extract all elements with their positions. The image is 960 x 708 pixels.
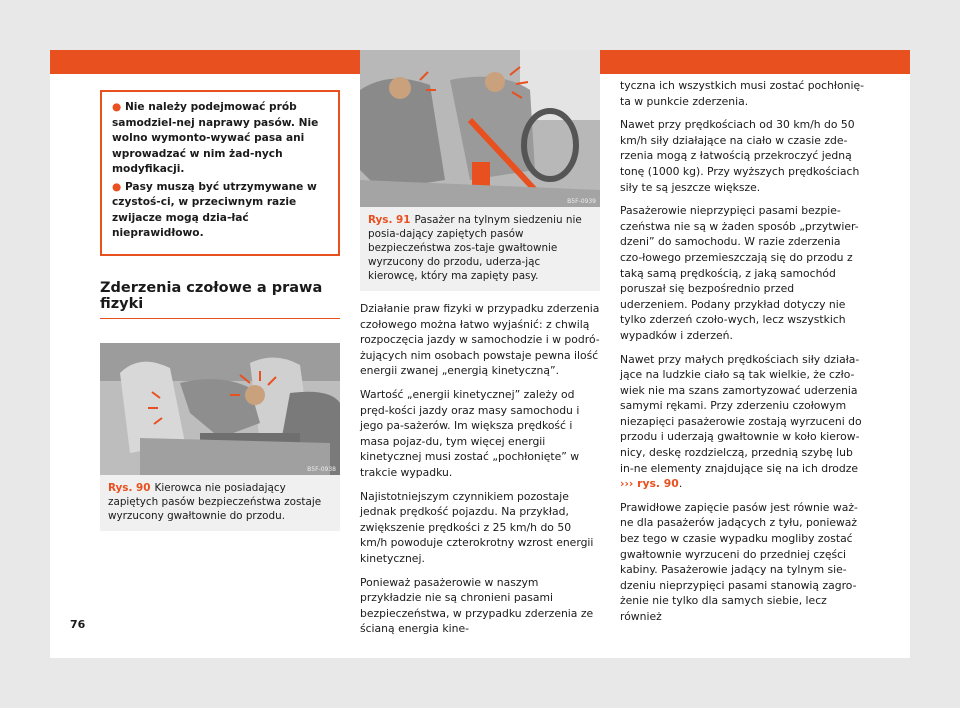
manual-page (50, 50, 910, 658)
figure-90-image (100, 343, 340, 475)
warning-box (100, 90, 340, 256)
figure-label: Rys. 90 (108, 481, 151, 494)
paragraph: tyczna ich wszystkich musi zostać pochłonię-ta w punkcie zderzenia. (620, 79, 864, 108)
section-title: Zderzenia czołowe a prawa fizyki (100, 280, 340, 319)
bullet-icon: ● (112, 180, 125, 193)
figure-label: Rys. 91 (368, 214, 411, 226)
figure-code: B5F-0938 (307, 465, 336, 473)
bullet-icon: ● (112, 101, 125, 113)
caption-text: Kierowca nie posiadający zapiętych pasów bezpieczeństwa zostaje wyrzucony gwałtownie do przodu. (108, 481, 322, 522)
warning-item: ● Nie należy podejmować prób samodziel-nej naprawy pasów. Nie wolno wymonto-wywać pasa ani wprowadzać w nim żad-nych modyfikacji. (112, 101, 319, 175)
column-2 (360, 90, 600, 645)
figure-91-caption (360, 207, 600, 291)
paragraph: Wartość „energii kinetycznej” zależy od pręd-kości jazdy oraz masy samochodu i jego pa-sażerów. Im większa prędkość i masa pojaz-du, tym więcej energii kinetycznej musi zostać „pochłonięte” w trakcie wypadku. (360, 387, 580, 479)
passenger-crash-illustration (360, 50, 600, 207)
paragraph: Nawet przy prędkościach od 30 km/h do 50 km/h siły działające na ciało w czasie zde-rzenia mogą z łatwością przekroczyć jedną tonę (1000 kg). Przy wyższych prędkościach siły te są jeszcze większe. (620, 118, 860, 194)
figure-code: B5F-0939 (567, 198, 596, 205)
figure-90-caption (100, 475, 340, 531)
paragraph: Pasażerowie nieprzypięci pasami bezpie-czeństwa nie są w żaden sposób „przytwier-dzeni” do samochodu. W razie zderzenia czo-łowego przemieszczają się do przodu z taką samą prędkością, z jaką samochód poruszał się bezpośrednio przed uderzeniem. Podany przykład dotyczy nie tylko zderzeń czoło-wych, lecz wszystkich wypadków i zderzeń. (620, 204, 859, 342)
column-3 (620, 78, 865, 633)
paragraph: Prawidłowe zapięcie pasów jest równie waż-ne dla pasażerów jadących z tyłu, ponieważ bez tego w czasie wypadku mogliby zostać gwałtownie wyrzuceni do przedniej części kabiny. Pasażerowie jadący na tylnym sie-dzeniu nieprzypięci pasami stanowią zagro-żenie nie tylko dla samych siebie, lecz również (620, 500, 858, 623)
caption-text: Pasażer na tylnym siedzeniu nie posia-dający zapiętych pasów bezpieczeństwa zos-taje gwałtownie wyrzucony do przodu, uderza-jąc kierowcę, który ma zapięty pasy. (368, 214, 582, 282)
paragraph: Nawet przy małych prędkościach siły działa-jące na ludzkie ciało są tak wielkie, że czło-wiek nie ma szans zamortyzować uderzenia samymi rękami. Przy zderzeniu czołowym niezapięci pasażerowie zostają wyrzuceni do przodu i uderzają gwałtownie w koło kierow-nicy, deskę rozdzielczą, przednią szybę lub in-ne elementy znajdujące się na ich drodze ››› rys. 90. (620, 352, 862, 491)
paragraph: Działanie praw fizyki w przypadku zderzenia czołowego można łatwo wyjaśnić: z chwilą rozpoczęcia jazdy w samochodzie i w podró-żujących nim osobach powstaje pewna ilość energii zwanej „energią kinetyczną”. (360, 302, 600, 378)
paragraph: Ponieważ pasażerowie w naszym przykładzie nie są chronieni pasami bezpieczeństwa, w przypadku zderzenia ze ścianą energia kine- (360, 575, 594, 636)
driver-crash-illustration (100, 343, 340, 475)
figure-91-image (360, 50, 600, 207)
paragraph: Najistotniejszym czynnikiem pozostaje jednak prędkość pojazdu. Na przykład, zwiększenie prędkości z 25 km/h do 50 km/h powoduje czterokrotny wzrost energii kinetycznej. (360, 489, 594, 565)
column-1 (100, 90, 340, 531)
page-number: 76 (70, 618, 86, 631)
warning-item: ● Pasy muszą być utrzymywane w czystoś-ci, w przeciwnym razie zwijacze mogą dzia-łać nieprawidłowo. (112, 180, 317, 239)
figure-reference-link[interactable]: ››› rys. 90 (620, 477, 679, 491)
